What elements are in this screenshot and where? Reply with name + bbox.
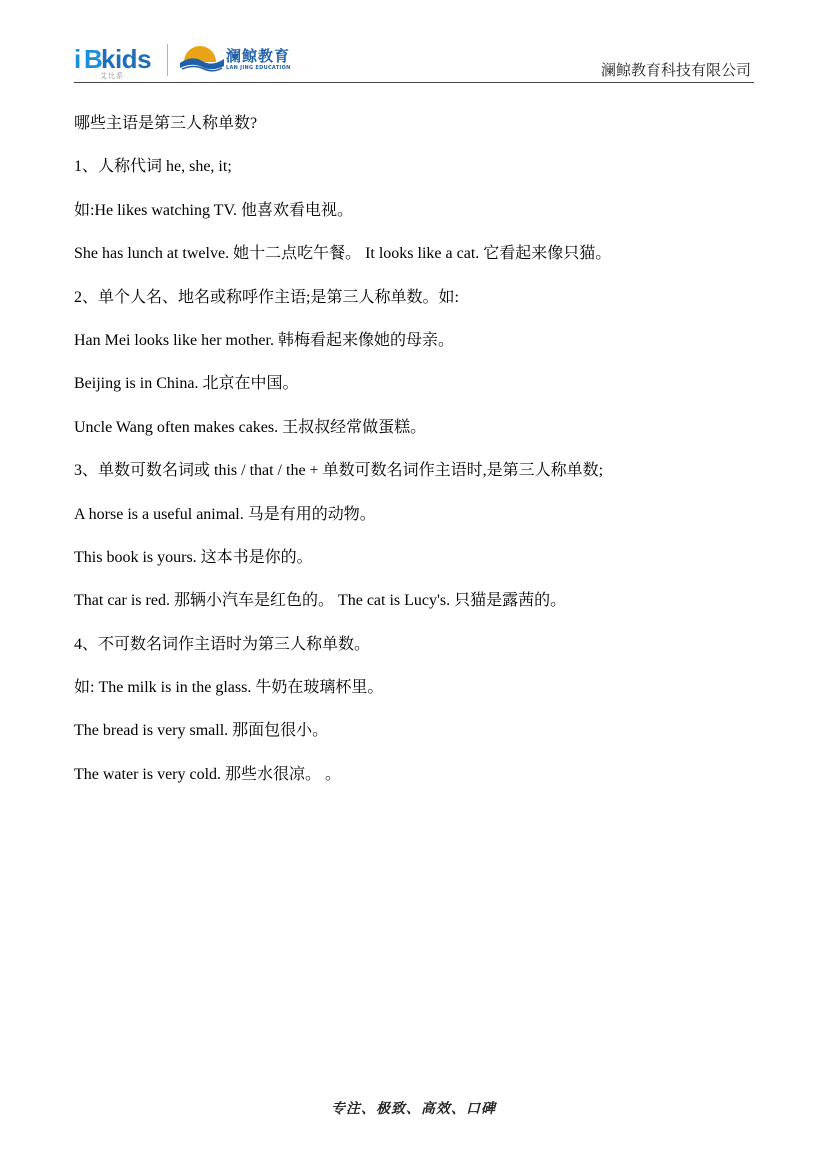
example-line: That car is red. 那辆小汽车是红色的。 The cat is Lucy's. 只猫是露茜的。 xyxy=(74,592,567,610)
ibkids-logo xyxy=(74,44,156,78)
page-header xyxy=(0,0,827,90)
rule-3-heading: 3、单数可数名词或 this / that / the + 单数可数名词作主语时,是第三人称单数; xyxy=(74,462,604,480)
example-line: 如:He likes watching TV. 他喜欢看电视。 xyxy=(74,201,353,219)
example-line: 如: The milk is in the glass. 牛奶在玻璃杯里。 xyxy=(74,679,384,697)
ibkids-logo-subtitle: 艾比系 xyxy=(100,72,124,80)
header-divider xyxy=(74,82,754,83)
example-line: This book is yours. 这本书是你的。 xyxy=(74,548,313,566)
footer-slogan: 专注、极致、高效、口碑 xyxy=(331,1101,496,1117)
logo-divider xyxy=(167,44,168,76)
example-line: The bread is very small. 那面包很小。 xyxy=(74,722,329,740)
lanjing-logo-name: 澜鲸教育 xyxy=(226,47,291,65)
rule-1-heading: 1、人称代词 he, she, it; xyxy=(74,158,232,176)
document-body xyxy=(74,112,764,806)
ibkids-logo-i: i xyxy=(74,44,82,74)
example-line: Beijing is in China. 北京在中国。 xyxy=(74,375,299,393)
lanjing-logo-english: LAN JING EDUCATION xyxy=(226,65,291,71)
company-name: 澜鲸教育科技有限公司 xyxy=(600,61,751,79)
example-line: A horse is a useful animal. 马是有用的动物。 xyxy=(74,505,376,523)
example-line: The water is very cold. 那些水很凉。 。 xyxy=(74,765,342,783)
example-line: She has lunch at twelve. 她十二点吃午餐。 It looks like a cat. 它看起来像只猫。 xyxy=(74,245,612,263)
question-heading: 哪些主语是第三人称单数? xyxy=(74,115,258,132)
example-line: Han Mei looks like her mother. 韩梅看起来像她的母亲。 xyxy=(74,331,454,349)
ibkids-logo-b: B xyxy=(84,44,103,74)
lanjing-whale-icon xyxy=(180,46,224,72)
rule-2-heading: 2、单个人名、地名或称呼作主语;是第三人称单数。如: xyxy=(74,288,459,306)
lanjing-logo xyxy=(180,44,295,76)
rule-4-heading: 4、不可数名词作主语时为第三人称单数。 xyxy=(74,635,371,653)
example-line: Uncle Wang often makes cakes. 王叔叔经常做蛋糕。 xyxy=(74,418,427,436)
ibkids-logo-kids: kids xyxy=(101,44,152,74)
